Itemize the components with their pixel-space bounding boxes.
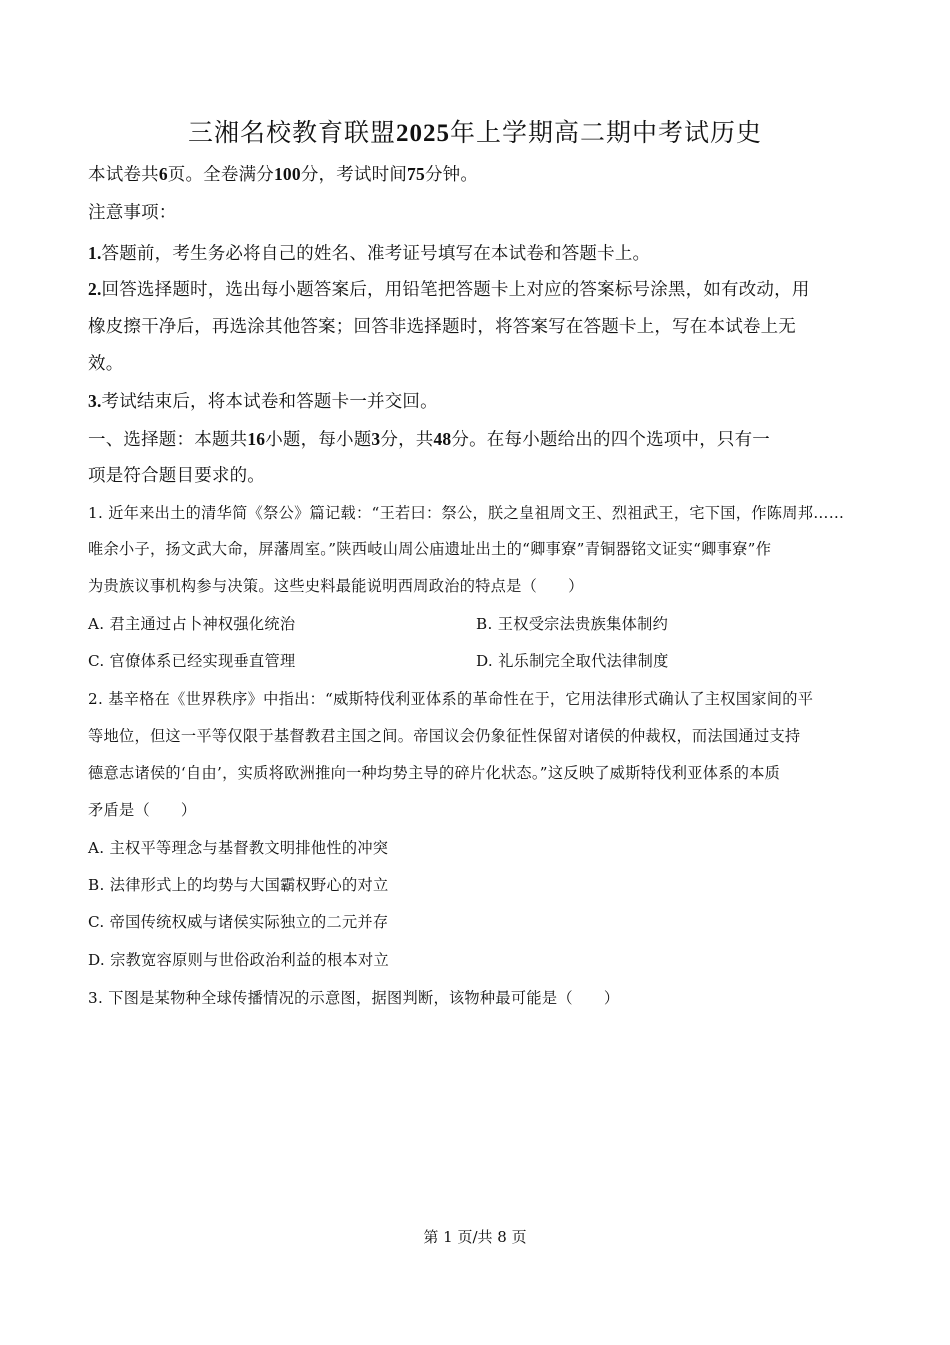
q2-option-b: B. 法律形式上的均势与大国霸权野心的对立 bbox=[88, 876, 389, 894]
page-title bbox=[0, 113, 950, 149]
notice-item-1: 1.答题前，考生务必将自己的姓名、准考证号填写在本试卷和答题卡上。 bbox=[88, 243, 651, 264]
q2-option-c: C. 帝国传统权威与诸侯实际独立的二元并存 bbox=[88, 913, 389, 931]
notice-heading: 注意事项： bbox=[88, 203, 177, 223]
page-footer: 第 1 页/共 8 页 bbox=[423, 1228, 527, 1246]
question-2-line: 矛盾是（ ） bbox=[88, 801, 197, 819]
question-2-line: 等地位，但这一平等仅限于基督教君主国之间。帝国议会仍象征性保留对诸侯的仲裁权，而法国通过支持 bbox=[88, 727, 801, 745]
title-year: 2025 bbox=[396, 120, 450, 147]
notice-item-2-cont: 橡皮擦干净后，再选涂其他答案；回答非选择题时，将答案写在答题卡上，写在本试卷上无 bbox=[88, 317, 796, 337]
question-2-line: 德意志诸侯的‘自由’，实质将欧洲推向一种均势主导的碎片化状态。”这反映了威斯特伐利亚体系的本质 bbox=[88, 764, 781, 782]
question-1-line: 唯余小子，扬文武大命，屏藩周室。”陕西岐山周公庙遗址出土的“卿事寮”青铜器铭文证实“卿事寮”作 bbox=[88, 540, 772, 558]
question-3-line: 3. 下图是某物种全球传播情况的示意图，据图判断，该物种最可能是（ ） bbox=[88, 989, 620, 1007]
section-heading-cont: 项是符合题目要求的。 bbox=[88, 466, 265, 486]
intro-line: 本试卷共6页。全卷满分100分，考试时间75分钟。 bbox=[88, 164, 479, 185]
title-text-rest: 年上学期高二期中考试历史 bbox=[450, 118, 763, 147]
notice-item-2: 2.回答选择题时，选出每小题答案后，用铅笔把答题卡上对应的答案标号涂黑，如有改动，用 bbox=[88, 279, 810, 300]
q1-option-b: B. 王权受宗法贵族集体制约 bbox=[476, 615, 669, 633]
question-1-line: 为贵族议事机构参与决策。这些史料最能说明西周政治的特点是（ ） bbox=[88, 577, 584, 595]
q1-option-d: D. 礼乐制完全取代法律制度 bbox=[476, 652, 669, 670]
section-heading: 一、选择题：本题共16小题，每小题3分，共48分。在每小题给出的四个选项中，只有一 bbox=[88, 429, 770, 450]
q2-option-d: D. 宗教宽容原则与世俗政治利益的根本对立 bbox=[88, 951, 389, 969]
q1-option-a: A. 君主通过占卜神权强化统治 bbox=[88, 615, 296, 633]
notice-item-2-end: 效。 bbox=[88, 354, 124, 374]
notice-item-3: 3.考试结束后，将本试卷和答题卡一并交回。 bbox=[88, 391, 438, 412]
question-2-line: 2. 基辛格在《世界秩序》中指出：“威斯特伐利亚体系的革命性在于，它用法律形式确认了主权国家间的平 bbox=[88, 690, 814, 708]
q2-option-a: A. 主权平等理念与基督教文明排他性的冲突 bbox=[88, 839, 389, 857]
q1-option-c: C. 官僚体系已经实现垂直管理 bbox=[88, 652, 296, 670]
title-text: 三湘名校教育联盟 bbox=[187, 118, 396, 147]
question-1-line: 1. 近年来出土的清华简《祭公》篇记载：“王若曰：祭公，朕之皇祖周文王、烈祖武王，宅下国，作陈周邦…… bbox=[88, 504, 845, 522]
